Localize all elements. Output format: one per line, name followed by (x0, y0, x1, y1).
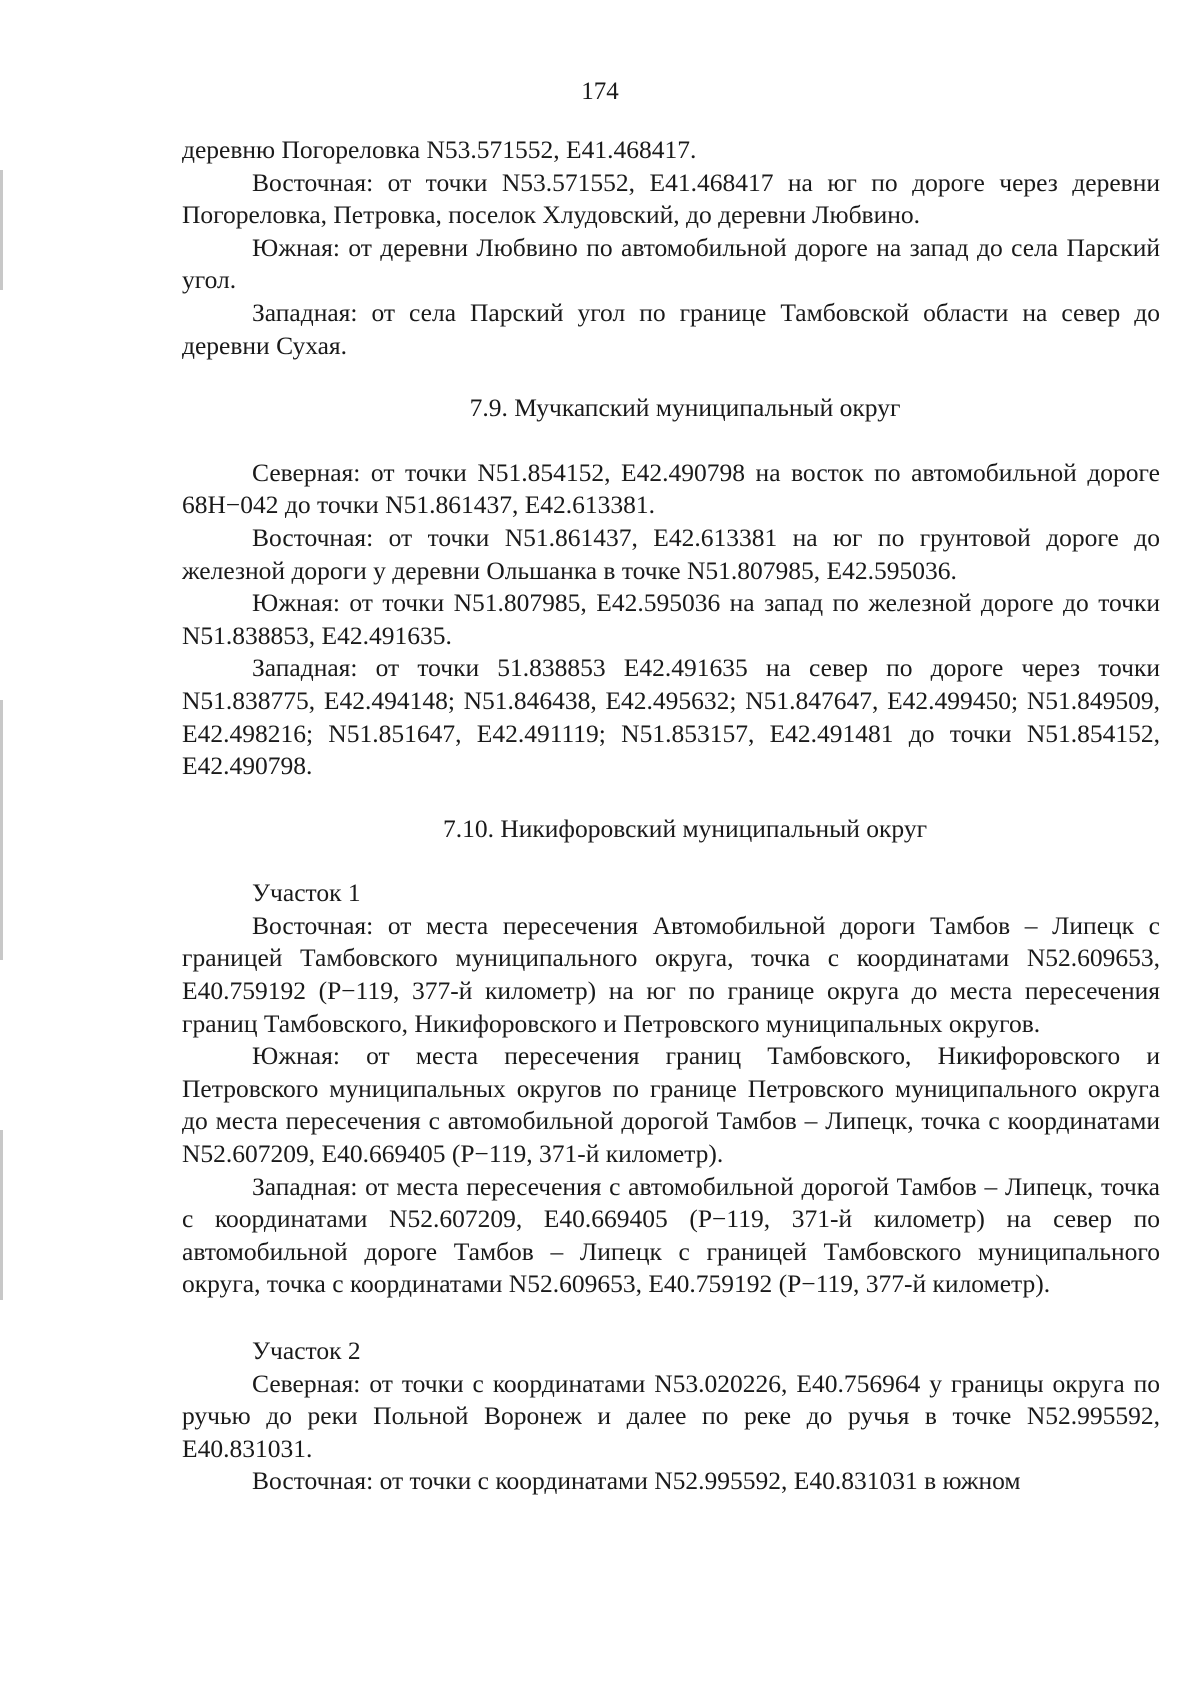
paragraph: Восточная: от места пересечения Автомобильной дороги Тамбов – Липецк с границей Тамбовского муниципального округа, точка с координатами N52.609653, E40.759192 (Р−119, 377-й километр) на юг по границе округа до места пересечения границ Тамбовского, Никифоровского и Петровского муниципальных округов. (182, 910, 1160, 1038)
document-body (182, 134, 1160, 1498)
paragraph: Восточная: от точки N51.861437, E42.613381 на юг по грунтовой дороге до железной дороги у деревни Ольшанка в точке N51.807985, E42.595036. (182, 522, 1160, 585)
paragraph: Северная: от точки N51.854152, E42.490798 на восток по автомобильной дороге 68Н−042 до точки N51.861437, E42.613381. (182, 457, 1160, 520)
spacer (182, 425, 1160, 457)
paragraph: Южная: от места пересечения границ Тамбовского, Никифоровского и Петровского муниципальных округов по границе Петровского муниципального округа до места пересечения с автомобильной дорогой Тамбов – Липецк, точка с координатами N52.607209, E40.669405 (Р−119, 371-й километр). (182, 1041, 1160, 1169)
paragraph: деревню Погореловка N53.571552, E41.468417. (182, 135, 697, 164)
spacer (182, 783, 1160, 813)
paragraph: Западная: от точки 51.838853 E42.491635 на север по дороге через точки N51.838775, E42.494148; N51.846438, E42.495632; N51.847647, E42.499450; N51.849509, E42.498216; N51.851647, E42.491119; N51.853157, E42.491481 до точки N51.854152, E42.490798. (182, 653, 1160, 781)
section-heading: 7.10. Никифоровский муниципальный округ (442, 813, 928, 843)
paragraph: Южная: от точки N51.807985, E42.595036 на запад по железной дороге до точки N51.838853, E42.491635. (182, 588, 1160, 650)
paragraph: Восточная: от точки N53.571552, E41.468417 на юг по дороге через деревни Погореловка, Петровка, поселок Хлудовский, до деревни Любвино. (182, 167, 1160, 230)
subsection-label: Участок 1 (252, 878, 361, 908)
paragraph: Южная: от деревни Любвино по автомобильной дороге на запад до села Парский угол. (182, 232, 1160, 295)
spacer (182, 1301, 1160, 1335)
scan-edge-mark (0, 1130, 3, 1300)
spacer (182, 845, 1160, 877)
paragraph: Восточная: от точки с координатами N52.995592, E40.831031 в южном (252, 1466, 1021, 1496)
page-number: 174 (581, 78, 619, 105)
paragraph: Северная: от точки с координатами N53.020226, E40.756964 у границы округа по ручью до реки Польной Воронеж и далее по реке до ручья в точке N52.995592, E40.831031. (182, 1368, 1160, 1463)
paragraph: Западная: от села Парский угол по границе Тамбовской области на север до деревни Сухая. (182, 297, 1160, 360)
scan-edge-mark (0, 170, 3, 290)
subsection-label: Участок 2 (252, 1336, 361, 1365)
section-heading: 7.9. Мучкапский муниципальный округ (469, 393, 901, 423)
scan-edge-mark (0, 700, 3, 960)
spacer (182, 362, 1160, 392)
paragraph: Западная: от места пересечения с автомобильной дорогой Тамбов – Липецк, точка с координатами N52.607209, E40.669405 (Р−119, 371-й километр) на север по автомобильной дороге Тамбов – Липецк с границей Тамбовского муниципального округа, точка с координатами N52.609653, E40.759192 (Р−119, 377-й километр). (182, 1171, 1160, 1299)
